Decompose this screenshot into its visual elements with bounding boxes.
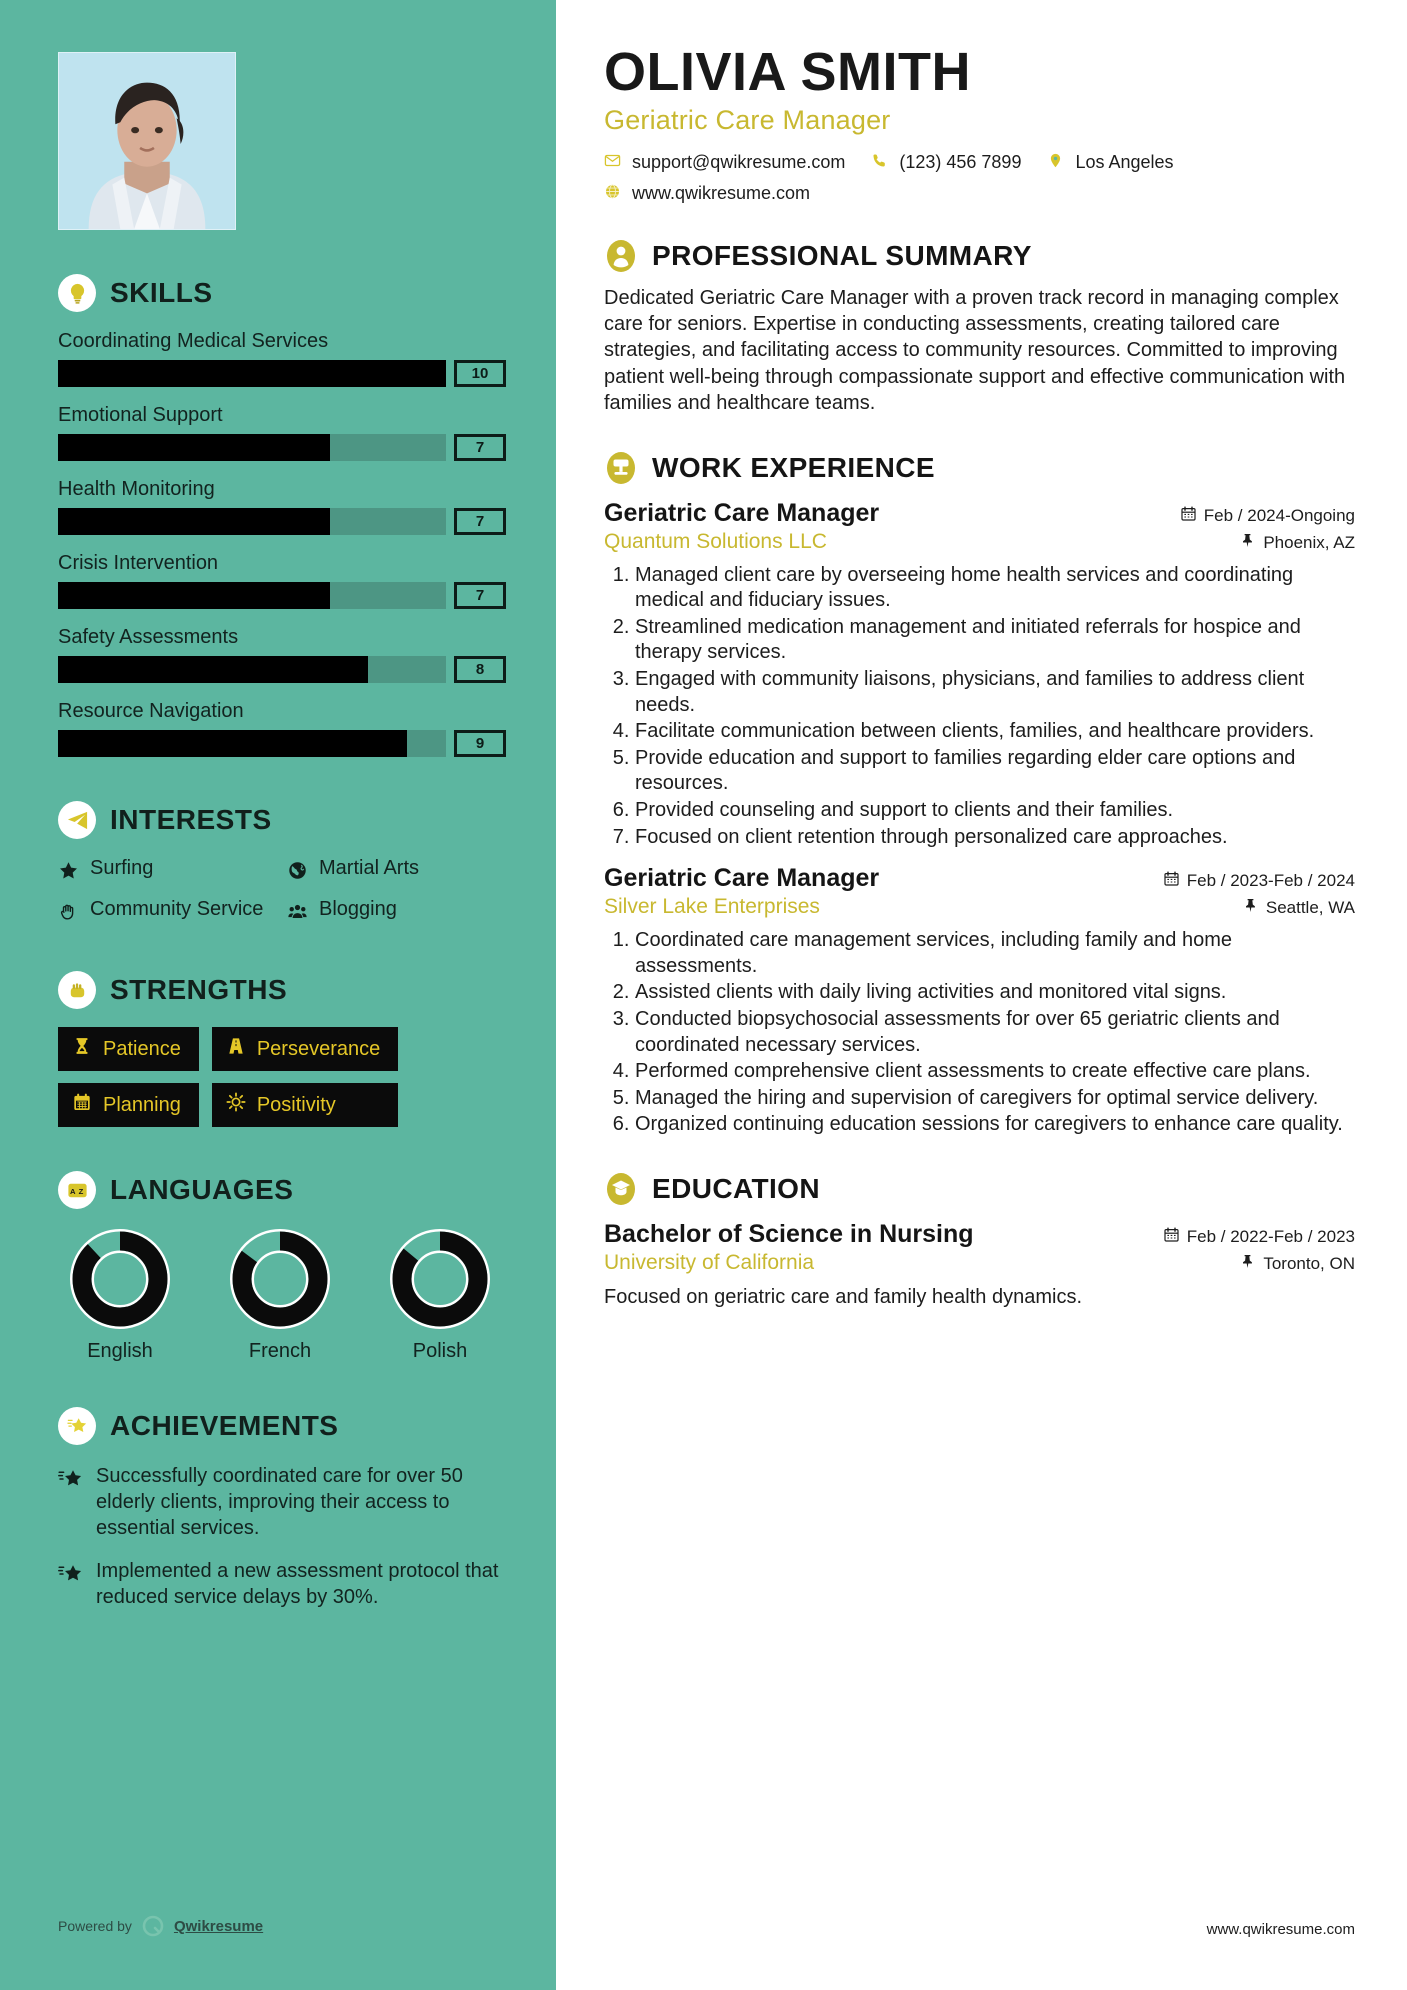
skill-value-badge: 10	[454, 360, 506, 387]
job-bullet: 1. Coordinated care management services, including family and home assessments.	[635, 928, 1355, 979]
calendar-mini-icon	[1164, 1227, 1179, 1247]
star-shine-icon	[58, 1463, 84, 1496]
powered-by-label: Powered by	[58, 1918, 132, 1934]
achievement-text: Successfully coordinated care for over 50 elderly clients, improving their access to essential services.	[96, 1465, 463, 1539]
paper-plane-icon	[58, 801, 96, 839]
education-location	[1240, 1254, 1355, 1274]
skill-item	[58, 700, 506, 757]
interests-section-header	[58, 801, 506, 839]
job-date-text: Feb / 2023-Feb / 2024	[1186, 871, 1355, 891]
briefcase-icon	[604, 451, 638, 485]
star-icon	[58, 857, 79, 886]
achievements-title: ACHIEVEMENTS	[110, 1410, 339, 1441]
skill-value-badge: 7	[454, 434, 506, 461]
skill-value-badge: 9	[454, 730, 506, 757]
skill-item	[58, 478, 506, 535]
skill-bar-row	[58, 656, 506, 683]
svg-text:A: A	[69, 1186, 75, 1196]
job-date	[1181, 506, 1355, 526]
education-section-header	[604, 1172, 1355, 1206]
skill-item	[58, 552, 506, 609]
job-company-row	[604, 530, 1355, 554]
main-footer-website: www.qwikresume.com	[1206, 1921, 1355, 1938]
strength-chip	[58, 1083, 199, 1127]
star-burst-icon	[58, 1407, 96, 1445]
skill-bar-track	[58, 656, 446, 683]
skill-bar-fill	[58, 656, 368, 683]
job-bullets	[604, 563, 1355, 851]
education-title: EDUCATION	[652, 1172, 820, 1204]
interest-item	[287, 857, 506, 886]
skill-label: Safety Assessments	[58, 626, 239, 648]
job-location	[1243, 898, 1355, 918]
job-bullet: 4. Facilitate communication between clients, families, and healthcare providers.	[635, 719, 1355, 745]
achievements-section-header	[58, 1407, 506, 1445]
interest-label: Community Service	[90, 898, 264, 920]
skill-bar-track	[58, 360, 446, 387]
star-shine-icon	[58, 1558, 84, 1591]
skill-bar-fill	[58, 360, 446, 387]
skill-value-badge: 7	[454, 582, 506, 609]
job-bullet: 5. Managed the hiring and supervision of caregivers for optimal service delivery.	[635, 1086, 1355, 1112]
job-location-text: Seattle, WA	[1265, 898, 1355, 918]
calendar-mini-icon	[1181, 506, 1196, 526]
job-title: Geriatric Care Manager	[604, 864, 880, 893]
strength-chip	[58, 1027, 199, 1071]
language-donut-chart	[68, 1227, 172, 1331]
job-bullet: 6. Provided counseling and support to clients and their families.	[635, 798, 1355, 824]
people-icon	[287, 898, 308, 927]
interest-item	[58, 857, 277, 886]
contact-email[interactable]	[604, 152, 845, 174]
contact-phone-text: (123) 456 7899	[899, 152, 1022, 173]
strengths-list	[58, 1027, 506, 1127]
languages-title: LANGUAGES	[110, 1174, 294, 1205]
languages-section-header	[58, 1171, 506, 1209]
job-title-row	[604, 864, 1355, 893]
skill-bar-fill	[58, 508, 330, 535]
summary-section-header	[604, 239, 1355, 273]
skill-bar-fill	[58, 582, 330, 609]
hourglass-icon	[72, 1036, 92, 1062]
interest-label: Blogging	[319, 898, 397, 920]
strength-chip	[212, 1027, 398, 1071]
education-list	[604, 1220, 1355, 1310]
skill-bar-fill	[58, 434, 330, 461]
strength-label: Planning	[103, 1093, 181, 1116]
contact-line-primary	[604, 152, 1355, 174]
job-date	[1164, 871, 1355, 891]
hand-icon	[58, 898, 79, 927]
education-date	[1164, 1227, 1355, 1247]
languages-list	[58, 1227, 506, 1363]
candidate-name: OLIVIA SMITH	[604, 42, 971, 102]
skill-label: Coordinating Medical Services	[58, 330, 329, 352]
lightbulb-icon	[58, 274, 96, 312]
job-entry	[604, 864, 1355, 1138]
skill-bar-track	[58, 730, 446, 757]
skills-section-header	[58, 274, 506, 312]
job-title-row	[604, 499, 1355, 528]
interest-item	[58, 898, 277, 927]
contact-line-secondary	[604, 183, 1355, 205]
globe-icon	[287, 857, 308, 886]
candidate-role: Geriatric Care Manager	[604, 104, 891, 135]
strength-label: Perseverance	[256, 1037, 381, 1060]
person-icon	[604, 239, 638, 273]
job-title: Geriatric Care Manager	[604, 498, 880, 527]
main-column	[556, 0, 1407, 1990]
strengths-section-header	[58, 971, 506, 1009]
skills-list	[58, 330, 506, 757]
profile-photo	[58, 52, 236, 230]
job-entry	[604, 499, 1355, 851]
skill-item	[58, 626, 506, 683]
pin-icon	[1243, 898, 1258, 918]
contact-location	[1047, 152, 1173, 174]
strength-label: Positivity	[256, 1093, 336, 1116]
strengths-title: STRENGTHS	[110, 974, 288, 1005]
avatar-portrait-icon	[59, 53, 235, 229]
contact-email-text: support@qwikresume.com	[632, 152, 846, 173]
powered-by-footer	[58, 1914, 263, 1938]
summary-text: Dedicated Geriatric Care Manager with a proven track record in managing complex care for seniors. Expertise in conducting assessments, creating tailored care strategies, and facilitating access to community resources. Committed to improving patient well-being through compassionate support and effective communication with families and healthcare teams.	[604, 286, 1346, 415]
skill-bar-row	[58, 434, 506, 461]
language-label: Polish	[412, 1340, 468, 1362]
language-item	[220, 1227, 340, 1363]
sidebar	[0, 0, 556, 1990]
interest-label: Martial Arts	[319, 857, 420, 879]
job-bullet: 1. Managed client care by overseeing home health services and coordinating medical and fiduciary issues.	[635, 563, 1355, 614]
skill-label: Emotional Support	[58, 404, 223, 426]
language-donut-chart	[388, 1227, 492, 1331]
job-bullet: 7. Focused on client retention through personalized care approaches.	[635, 825, 1355, 851]
skill-item	[58, 330, 506, 387]
achievement-item	[58, 1558, 506, 1610]
contact-location-text: Los Angeles	[1075, 152, 1174, 173]
qwikresume-link[interactable]: Qwikresume	[173, 1917, 264, 1935]
job-bullet: 3. Conducted biopsychosocial assessments for over 65 geriatric clients and coordinated necessary services.	[635, 1007, 1355, 1058]
skill-bar-track	[58, 434, 446, 461]
strength-chip	[212, 1083, 398, 1127]
education-description: Focused on geriatric care and family health dynamics.	[604, 1285, 1083, 1308]
pin-icon	[1240, 1254, 1255, 1274]
svg-text:Z: Z	[78, 1186, 83, 1196]
job-company: Quantum Solutions LLC	[604, 529, 827, 553]
education-school-row	[604, 1251, 1355, 1275]
job-company-row	[604, 895, 1355, 919]
email-icon	[604, 152, 621, 174]
job-bullets	[604, 928, 1355, 1138]
contact-website-text: www.qwikresume.com	[632, 183, 811, 204]
work-section-header	[604, 451, 1355, 485]
interest-item	[287, 898, 506, 927]
job-bullet: 2. Streamlined medication management and initiated referrals for hospice and therapy services.	[635, 615, 1355, 666]
contact-block	[604, 152, 1355, 205]
education-date-text: Feb / 2022-Feb / 2023	[1186, 1226, 1355, 1246]
job-bullet: 4. Performed comprehensive client assessments to create effective care plans.	[635, 1059, 1355, 1085]
interest-label: Surfing	[90, 857, 154, 879]
achievements-list	[58, 1463, 506, 1610]
language-donut-chart	[228, 1227, 332, 1331]
globe-icon	[604, 183, 621, 205]
summary-title: PROFESSIONAL SUMMARY	[652, 239, 1032, 271]
language-label: French	[248, 1340, 312, 1362]
skill-bar-row	[58, 360, 506, 387]
skill-bar-row	[58, 508, 506, 535]
job-bullet: 2. Assisted clients with daily living activities and monitored vital signs.	[635, 980, 1355, 1006]
skill-bar-fill	[58, 730, 407, 757]
achievement-text: Implemented a new assessment protocol that reduced service delays by 30%.	[96, 1560, 499, 1608]
contact-phone[interactable]	[871, 152, 1021, 174]
job-bullet: 6. Organized continuing education sessions for caregivers to enhance care quality.	[635, 1112, 1355, 1138]
pin-icon	[1240, 533, 1255, 553]
job-location	[1240, 533, 1355, 553]
education-entry	[604, 1220, 1355, 1310]
language-item	[60, 1227, 180, 1363]
translate-icon	[58, 1171, 96, 1209]
achievement-item	[58, 1463, 506, 1541]
interests-title: INTERESTS	[110, 804, 272, 835]
skill-label: Health Monitoring	[58, 478, 215, 500]
job-date-text: Feb / 2024-Ongoing	[1203, 505, 1355, 525]
contact-website[interactable]	[604, 183, 810, 205]
calendar-mini-icon	[1164, 871, 1179, 891]
skill-value-badge: 8	[454, 656, 506, 683]
language-item	[380, 1227, 500, 1363]
phone-icon	[871, 152, 888, 174]
job-bullet: 5. Provide education and support to families regarding elder care options and resources.	[635, 746, 1355, 797]
interests-list	[58, 857, 506, 927]
job-location-text: Phoenix, AZ	[1263, 532, 1355, 552]
work-list	[604, 499, 1355, 1138]
location-icon	[1047, 152, 1064, 174]
skills-title: SKILLS	[110, 277, 213, 308]
education-location-text: Toronto, ON	[1263, 1253, 1355, 1273]
skill-label: Resource Navigation	[58, 700, 244, 722]
skill-item	[58, 404, 506, 461]
work-title: WORK EXPERIENCE	[652, 451, 935, 483]
skill-value-badge: 7	[454, 508, 506, 535]
calendar-icon	[72, 1092, 92, 1118]
job-company: Silver Lake Enterprises	[604, 895, 820, 919]
fist-icon	[58, 971, 96, 1009]
skill-bar-row	[58, 582, 506, 609]
qwikresume-logo-icon	[141, 1914, 165, 1938]
strength-label: Patience	[103, 1037, 181, 1060]
education-school: University of California	[604, 1250, 815, 1274]
education-degree-row	[604, 1220, 1355, 1249]
language-label: English	[87, 1340, 153, 1362]
education-degree: Bachelor of Science in Nursing	[604, 1219, 974, 1248]
graduation-icon	[604, 1172, 638, 1206]
skill-bar-row	[58, 730, 506, 757]
skill-label: Crisis Intervention	[58, 552, 219, 574]
road-icon	[226, 1036, 246, 1062]
skill-bar-track	[58, 508, 446, 535]
skill-bar-track	[58, 582, 446, 609]
job-bullet: 3. Engaged with community liaisons, physicians, and families to address client needs.	[635, 667, 1355, 718]
sun-icon	[226, 1092, 246, 1118]
